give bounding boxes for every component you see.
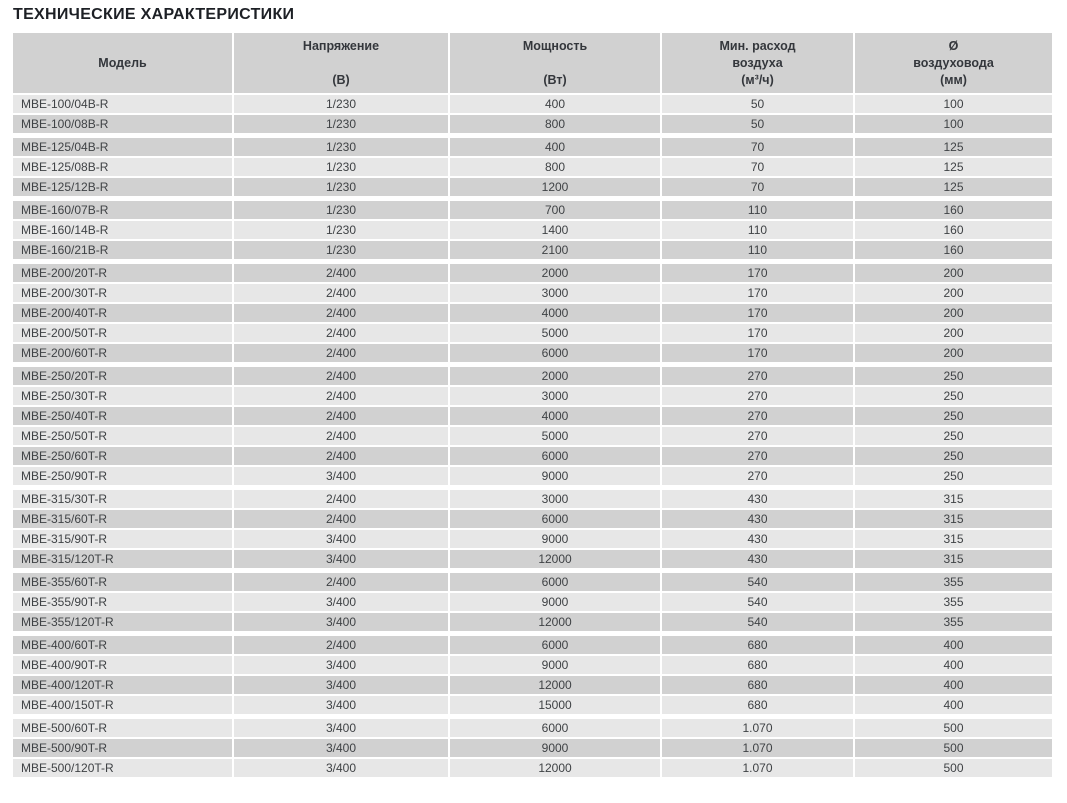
table-row — [13, 115, 1054, 133]
power-cell: 400 — [450, 95, 660, 113]
airflow-cell: 50 — [662, 95, 853, 113]
diameter-cell: 500 — [855, 759, 1052, 777]
diameter-cell: 250 — [855, 447, 1052, 465]
model-cell: MBE-355/60T-R — [13, 573, 232, 591]
model-cell: MBE-200/20T-R — [13, 264, 232, 282]
header-unit: (Вт) — [543, 73, 567, 87]
table-row — [13, 696, 1054, 714]
model-cell: MBE-315/90T-R — [13, 530, 232, 548]
table-row — [13, 490, 1054, 508]
diameter-cell: 100 — [855, 95, 1052, 113]
airflow-cell: 170 — [662, 304, 853, 322]
model-group — [13, 201, 1054, 259]
diameter-cell: 250 — [855, 427, 1052, 445]
voltage-cell: 3/400 — [234, 719, 448, 737]
model-cell: MBE-125/08B-R — [13, 158, 232, 176]
table-row — [13, 264, 1054, 282]
power-cell: 700 — [450, 201, 660, 219]
power-cell: 9000 — [450, 739, 660, 757]
diameter-cell: 400 — [855, 636, 1052, 654]
voltage-cell: 3/400 — [234, 593, 448, 611]
power-cell: 6000 — [450, 573, 660, 591]
power-cell: 800 — [450, 115, 660, 133]
power-cell: 1400 — [450, 221, 660, 239]
power-cell: 800 — [450, 158, 660, 176]
power-cell: 12000 — [450, 759, 660, 777]
voltage-cell: 3/400 — [234, 696, 448, 714]
voltage-cell: 3/400 — [234, 467, 448, 485]
voltage-cell: 2/400 — [234, 284, 448, 302]
airflow-cell: 70 — [662, 178, 853, 196]
diameter-cell: 315 — [855, 490, 1052, 508]
table-row — [13, 656, 1054, 674]
model-cell: MBE-250/60T-R — [13, 447, 232, 465]
diameter-cell: 400 — [855, 696, 1052, 714]
model-cell: MBE-100/08B-R — [13, 115, 232, 133]
airflow-cell: 270 — [662, 367, 853, 385]
voltage-cell: 2/400 — [234, 367, 448, 385]
power-cell: 1200 — [450, 178, 660, 196]
model-cell: MBE-250/50T-R — [13, 427, 232, 445]
voltage-cell: 2/400 — [234, 304, 448, 322]
table-row — [13, 407, 1054, 425]
table-row — [13, 467, 1054, 485]
airflow-cell: 1.070 — [662, 739, 853, 757]
header-line: Мощность — [522, 39, 588, 53]
table-row — [13, 344, 1054, 362]
table-body — [13, 95, 1054, 777]
airflow-cell: 680 — [662, 656, 853, 674]
airflow-cell: 540 — [662, 593, 853, 611]
voltage-cell: 3/400 — [234, 676, 448, 694]
table-row — [13, 284, 1054, 302]
model-cell: MBE-250/40T-R — [13, 407, 232, 425]
diameter-cell: 250 — [855, 387, 1052, 405]
power-cell: 6000 — [450, 447, 660, 465]
model-cell: MBE-315/30T-R — [13, 490, 232, 508]
diameter-cell: 160 — [855, 221, 1052, 239]
table-row — [13, 427, 1054, 445]
table-row — [13, 510, 1054, 528]
voltage-cell: 2/400 — [234, 324, 448, 342]
voltage-cell: 2/400 — [234, 636, 448, 654]
model-cell: MBE-200/30T-R — [13, 284, 232, 302]
model-group — [13, 636, 1054, 714]
power-cell: 12000 — [450, 550, 660, 568]
power-cell: 3000 — [450, 490, 660, 508]
table-row — [13, 550, 1054, 568]
power-cell: 4000 — [450, 304, 660, 322]
diameter-cell: 250 — [855, 467, 1052, 485]
airflow-cell: 170 — [662, 284, 853, 302]
airflow-cell: 50 — [662, 115, 853, 133]
table-row — [13, 178, 1054, 196]
model-cell: MBE-160/14B-R — [13, 221, 232, 239]
model-cell: MBE-400/150T-R — [13, 696, 232, 714]
header-line: Модель — [98, 56, 147, 70]
diameter-cell: 315 — [855, 510, 1052, 528]
header-unit — [13, 72, 232, 89]
diameter-cell: 100 — [855, 115, 1052, 133]
voltage-cell: 3/400 — [234, 656, 448, 674]
voltage-cell: 2/400 — [234, 510, 448, 528]
power-cell: 2000 — [450, 367, 660, 385]
airflow-cell: 540 — [662, 573, 853, 591]
table-row — [13, 304, 1054, 322]
spec-table — [13, 33, 1054, 777]
table-row — [13, 719, 1054, 737]
voltage-cell: 1/230 — [234, 221, 448, 239]
diameter-cell: 125 — [855, 158, 1052, 176]
table-row — [13, 241, 1054, 259]
power-cell: 6000 — [450, 636, 660, 654]
power-cell: 6000 — [450, 344, 660, 362]
model-cell: MBE-250/20T-R — [13, 367, 232, 385]
model-cell: MBE-400/120T-R — [13, 676, 232, 694]
diameter-cell: 400 — [855, 676, 1052, 694]
model-cell: MBE-355/90T-R — [13, 593, 232, 611]
power-cell: 12000 — [450, 613, 660, 631]
table-row — [13, 367, 1054, 385]
table-row — [13, 739, 1054, 757]
model-group — [13, 264, 1054, 362]
model-cell: MBE-125/12B-R — [13, 178, 232, 196]
table-row — [13, 676, 1054, 694]
airflow-cell: 110 — [662, 221, 853, 239]
model-group — [13, 95, 1054, 133]
airflow-cell: 430 — [662, 510, 853, 528]
model-cell: MBE-315/60T-R — [13, 510, 232, 528]
power-cell: 5000 — [450, 427, 660, 445]
model-cell: MBE-355/120T-R — [13, 613, 232, 631]
model-cell: MBE-100/04B-R — [13, 95, 232, 113]
diameter-cell: 200 — [855, 344, 1052, 362]
voltage-cell: 1/230 — [234, 201, 448, 219]
voltage-cell: 1/230 — [234, 138, 448, 156]
model-cell: MBE-250/30T-R — [13, 387, 232, 405]
power-cell: 2000 — [450, 264, 660, 282]
model-cell: MBE-400/60T-R — [13, 636, 232, 654]
power-cell: 9000 — [450, 656, 660, 674]
column-header-power — [450, 33, 660, 93]
airflow-cell: 1.070 — [662, 759, 853, 777]
model-cell: MBE-500/90T-R — [13, 739, 232, 757]
model-cell: MBE-500/120T-R — [13, 759, 232, 777]
table-row — [13, 324, 1054, 342]
diameter-cell: 500 — [855, 739, 1052, 757]
airflow-cell: 110 — [662, 241, 853, 259]
model-cell: MBE-400/90T-R — [13, 656, 232, 674]
power-cell: 2100 — [450, 241, 660, 259]
airflow-cell: 430 — [662, 530, 853, 548]
airflow-cell: 70 — [662, 138, 853, 156]
column-header-airflow — [662, 33, 853, 93]
table-header — [13, 33, 1054, 93]
table-row — [13, 613, 1054, 631]
model-cell: MBE-125/04B-R — [13, 138, 232, 156]
airflow-cell: 540 — [662, 613, 853, 631]
header-line: Мин. расход — [719, 39, 796, 53]
power-cell: 6000 — [450, 510, 660, 528]
model-cell: MBE-160/21B-R — [13, 241, 232, 259]
voltage-cell: 2/400 — [234, 573, 448, 591]
header-unit: (В) — [332, 73, 350, 87]
diameter-cell: 200 — [855, 284, 1052, 302]
voltage-cell: 2/400 — [234, 490, 448, 508]
diameter-cell: 250 — [855, 407, 1052, 425]
header-unit: (мм) — [940, 73, 967, 87]
voltage-cell: 3/400 — [234, 613, 448, 631]
power-cell: 9000 — [450, 593, 660, 611]
airflow-cell: 680 — [662, 696, 853, 714]
airflow-cell: 430 — [662, 550, 853, 568]
diameter-cell: 400 — [855, 656, 1052, 674]
diameter-cell: 160 — [855, 201, 1052, 219]
power-cell: 15000 — [450, 696, 660, 714]
page-title: ТЕХНИЧЕСКИЕ ХАРАКТЕРИСТИКИ — [13, 6, 295, 23]
column-header-model — [13, 33, 232, 93]
table-row — [13, 221, 1054, 239]
model-cell: MBE-200/60T-R — [13, 344, 232, 362]
airflow-cell: 170 — [662, 344, 853, 362]
model-group — [13, 573, 1054, 631]
diameter-cell: 160 — [855, 241, 1052, 259]
voltage-cell: 2/400 — [234, 407, 448, 425]
airflow-cell: 270 — [662, 407, 853, 425]
table-row — [13, 759, 1054, 777]
power-cell: 9000 — [450, 530, 660, 548]
model-group — [13, 490, 1054, 568]
diameter-cell: 200 — [855, 304, 1052, 322]
voltage-cell: 1/230 — [234, 178, 448, 196]
header-line — [234, 55, 448, 72]
table-row — [13, 636, 1054, 654]
header-line: воздуха — [732, 56, 783, 70]
airflow-cell: 170 — [662, 264, 853, 282]
model-cell: MBE-200/40T-R — [13, 304, 232, 322]
model-cell: MBE-500/60T-R — [13, 719, 232, 737]
diameter-cell: 200 — [855, 324, 1052, 342]
power-cell: 6000 — [450, 719, 660, 737]
power-cell: 12000 — [450, 676, 660, 694]
airflow-cell: 680 — [662, 676, 853, 694]
power-cell: 400 — [450, 138, 660, 156]
header-line — [450, 55, 660, 72]
power-cell: 4000 — [450, 407, 660, 425]
voltage-cell: 3/400 — [234, 530, 448, 548]
voltage-cell: 3/400 — [234, 759, 448, 777]
model-cell: MBE-250/90T-R — [13, 467, 232, 485]
airflow-cell: 1.070 — [662, 719, 853, 737]
airflow-cell: 110 — [662, 201, 853, 219]
diameter-cell: 355 — [855, 593, 1052, 611]
table-row — [13, 387, 1054, 405]
model-cell: MBE-315/120T-R — [13, 550, 232, 568]
power-cell: 5000 — [450, 324, 660, 342]
airflow-cell: 270 — [662, 387, 853, 405]
diameter-cell: 355 — [855, 613, 1052, 631]
voltage-cell: 2/400 — [234, 447, 448, 465]
airflow-cell: 270 — [662, 467, 853, 485]
airflow-cell: 680 — [662, 636, 853, 654]
voltage-cell: 2/400 — [234, 344, 448, 362]
diameter-cell: 500 — [855, 719, 1052, 737]
table-row — [13, 573, 1054, 591]
table-row — [13, 447, 1054, 465]
header-line: Ø — [948, 39, 959, 53]
model-group — [13, 138, 1054, 196]
voltage-cell: 1/230 — [234, 95, 448, 113]
diameter-cell: 315 — [855, 530, 1052, 548]
model-cell: MBE-160/07B-R — [13, 201, 232, 219]
column-header-voltage — [234, 33, 448, 93]
airflow-cell: 70 — [662, 158, 853, 176]
diameter-cell: 355 — [855, 573, 1052, 591]
voltage-cell: 3/400 — [234, 739, 448, 757]
power-cell: 9000 — [450, 467, 660, 485]
diameter-cell: 315 — [855, 550, 1052, 568]
voltage-cell: 2/400 — [234, 387, 448, 405]
voltage-cell: 1/230 — [234, 158, 448, 176]
power-cell: 3000 — [450, 284, 660, 302]
airflow-cell: 270 — [662, 447, 853, 465]
model-cell: MBE-200/50T-R — [13, 324, 232, 342]
voltage-cell: 1/230 — [234, 115, 448, 133]
column-header-diameter — [855, 33, 1052, 93]
diameter-cell: 125 — [855, 178, 1052, 196]
airflow-cell: 270 — [662, 427, 853, 445]
diameter-cell: 125 — [855, 138, 1052, 156]
model-group — [13, 719, 1054, 777]
voltage-cell: 1/230 — [234, 241, 448, 259]
table-row — [13, 530, 1054, 548]
diameter-cell: 200 — [855, 264, 1052, 282]
header-line: Напряжение — [302, 39, 380, 53]
airflow-cell: 430 — [662, 490, 853, 508]
table-row — [13, 138, 1054, 156]
model-group — [13, 367, 1054, 485]
table-row — [13, 158, 1054, 176]
table-row — [13, 95, 1054, 113]
power-cell: 3000 — [450, 387, 660, 405]
diameter-cell: 250 — [855, 367, 1052, 385]
voltage-cell: 3/400 — [234, 550, 448, 568]
header-line — [13, 38, 232, 55]
header-line: воздуховода — [913, 56, 994, 70]
voltage-cell: 2/400 — [234, 427, 448, 445]
table-row — [13, 593, 1054, 611]
airflow-cell: 170 — [662, 324, 853, 342]
header-unit: (м³/ч) — [741, 73, 774, 87]
table-row — [13, 201, 1054, 219]
voltage-cell: 2/400 — [234, 264, 448, 282]
